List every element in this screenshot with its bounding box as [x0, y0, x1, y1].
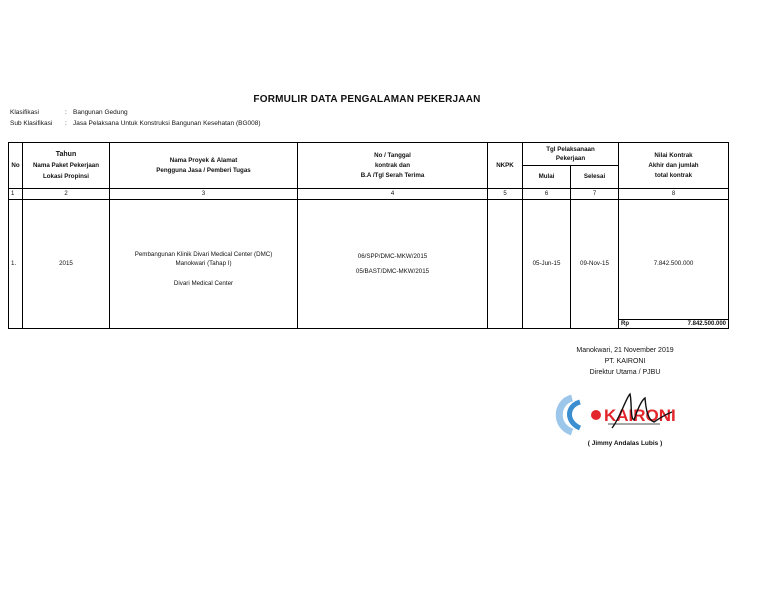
- sub-classification-value: Jasa Pelaksana Untuk Konstruksi Bangunan Kesehatan (BG008): [73, 120, 261, 127]
- header-contract: [298, 143, 488, 189]
- header-value-l2: Akhir dan jumlah: [648, 161, 699, 169]
- header-date: [523, 143, 619, 166]
- row-project-l3: Divari Medical Center: [173, 279, 234, 287]
- header-value: [619, 143, 729, 189]
- header-year: [23, 143, 110, 189]
- header-start: Mulai: [523, 166, 571, 189]
- header-year-l1: Tahun: [55, 151, 77, 159]
- header-project-l2: Pengguna Jasa / Pemberi Tugas: [156, 167, 251, 174]
- header-contract-l3: B.A /Tgl Serah Terima: [360, 172, 425, 180]
- logo-icon: [559, 398, 601, 432]
- col-number: 1: [9, 189, 23, 200]
- header-year-l2: Nama Paket Pekerjaan: [32, 162, 100, 170]
- signatory-name: ( Jimmy Andalas Lubis ): [587, 440, 663, 447]
- col-number: 5: [488, 189, 523, 200]
- row-value-cell: [619, 200, 729, 329]
- row-start: 05-Jun-15: [523, 200, 571, 329]
- header-year-l3: Lokasi Propinsi: [42, 172, 90, 180]
- row-year: 2015: [23, 200, 110, 329]
- col-number: 4: [298, 189, 488, 200]
- header-no: No: [9, 143, 23, 189]
- classification-row: [10, 109, 128, 116]
- total-value: 7.842.500.000: [687, 321, 726, 328]
- header-contract-l1: No / Tanggal: [374, 151, 411, 159]
- row-end: 09-Nov-15: [571, 200, 619, 329]
- header-value-l1: Nilai Kontrak: [654, 151, 693, 159]
- row-nkpk: [488, 200, 523, 329]
- total-currency: Rp: [621, 321, 629, 328]
- col-number: 6: [523, 189, 571, 200]
- row-value: 7.842.500.000: [653, 260, 694, 268]
- experience-table: [8, 142, 729, 329]
- col-number: 7: [571, 189, 619, 200]
- total-row: [618, 319, 729, 329]
- row-project: [110, 200, 298, 329]
- col-number: 8: [619, 189, 729, 200]
- row-project-l1: Pembangunan Klinik Divari Medical Center (DMC): [134, 251, 273, 259]
- header-project-l1: Nama Proyek & Alamat: [169, 156, 238, 164]
- header-contract-l2: kontrak dan: [374, 161, 411, 169]
- logo-wordmark: KAIRONI: [604, 406, 676, 425]
- row-contract-l2: 05/BAST/DMC-MKW/2015: [355, 267, 430, 275]
- sub-classification-label: Sub Klasifikasi: [10, 120, 53, 127]
- header-value-l3: total kontrak: [654, 172, 693, 180]
- signature-company: PT. KAIRONI: [604, 358, 646, 365]
- signature-place-date: Manokwari, 21 November 2019: [576, 347, 674, 354]
- table-row: [9, 200, 729, 329]
- header-date-l1: Tgl Pelaksanaan: [546, 145, 595, 153]
- row-contract-l1: 06/SPP/DMC-MKW/2015: [357, 253, 428, 261]
- row-project-l2: Manokwari (Tahap I): [175, 260, 232, 268]
- classification-label: Klasifikasi: [10, 109, 39, 116]
- header-nkpk: NKPK: [488, 143, 523, 189]
- col-number: 3: [110, 189, 298, 200]
- header-date-l2: Pekerjaan: [555, 155, 586, 162]
- row-contract: [298, 200, 488, 329]
- sub-classification-row: [10, 120, 261, 127]
- classification-value: Bangunan Gedung: [73, 109, 128, 116]
- header-project: [110, 143, 298, 189]
- col-number: 2: [23, 189, 110, 200]
- header-end: Selesai: [571, 166, 619, 189]
- form-title: FORMULIR DATA PENGALAMAN PEKERJAAN: [253, 94, 481, 105]
- company-stamp-logo: [550, 388, 700, 440]
- sub-classification-colon: :: [65, 120, 67, 127]
- classification-colon: :: [65, 109, 67, 116]
- signature-position: Direktur Utama / PJBU: [589, 369, 661, 376]
- row-no: 1.: [9, 200, 23, 329]
